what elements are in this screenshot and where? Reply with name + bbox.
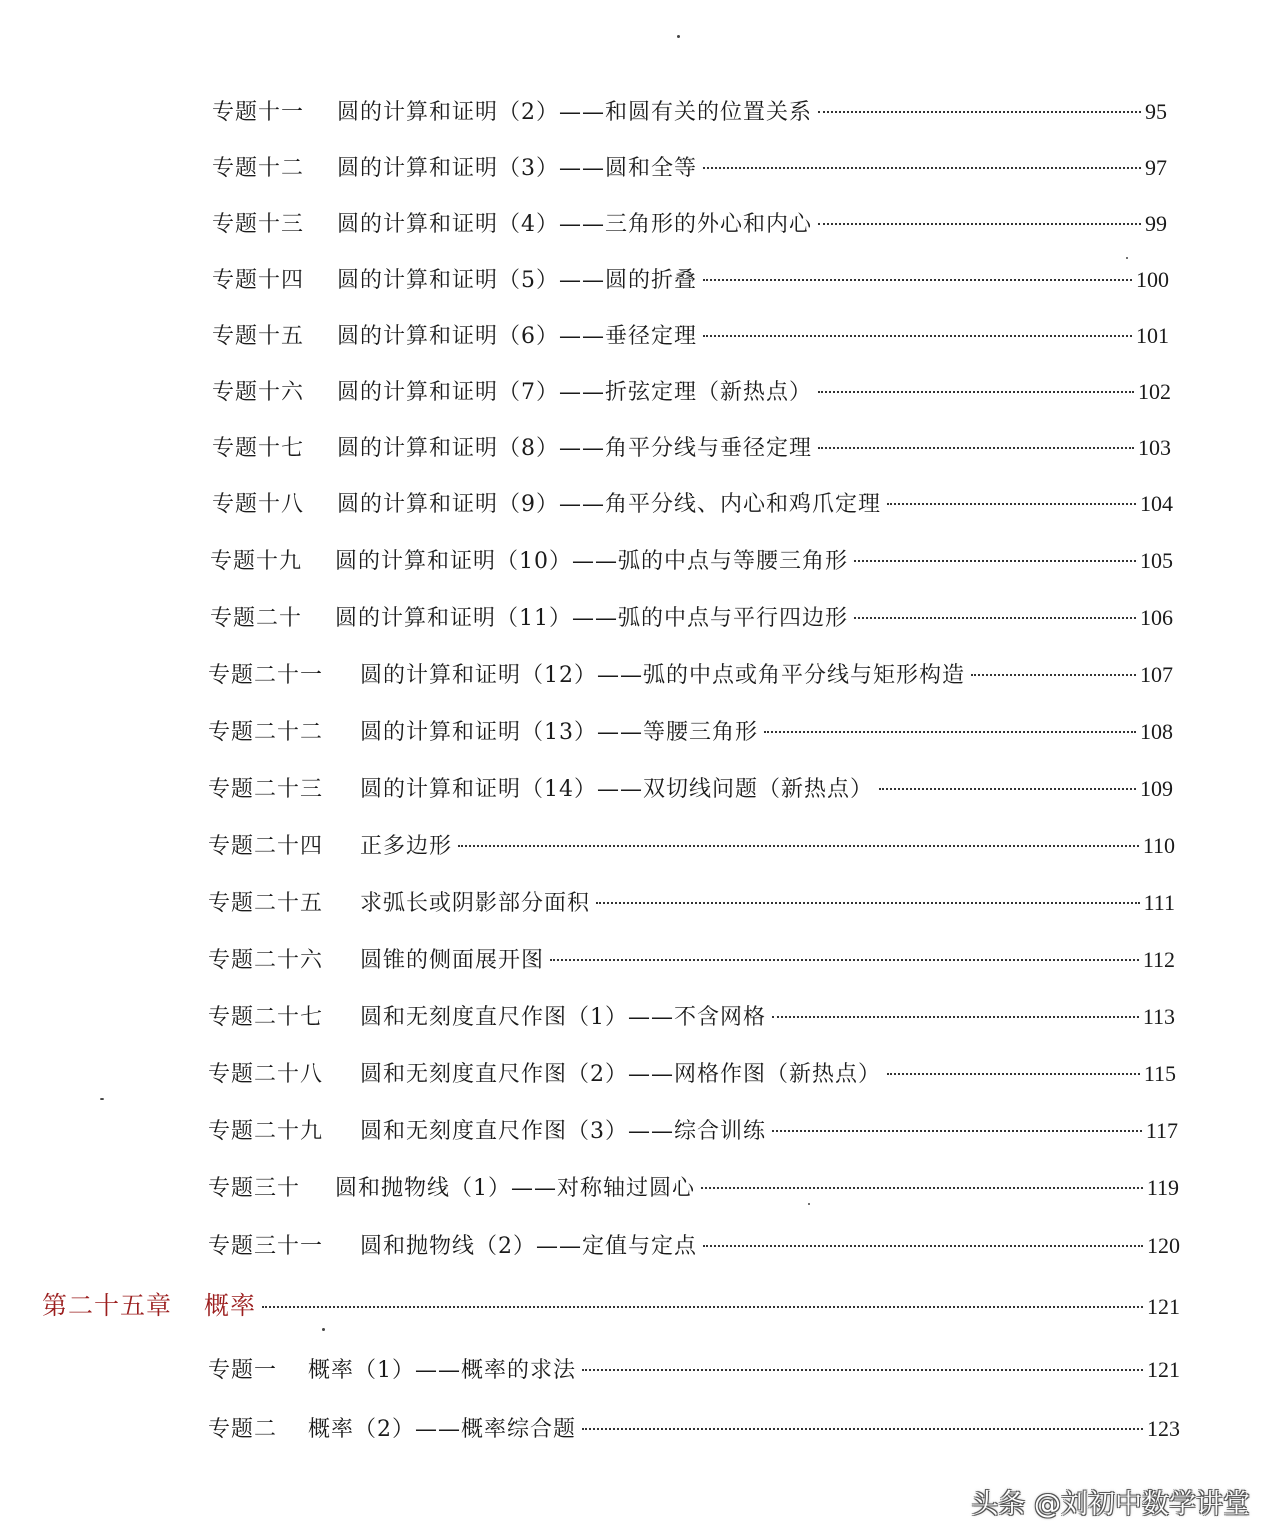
dot-leader: [596, 902, 1140, 904]
entry-page-number: 100: [1136, 267, 1169, 292]
entry-title: 圆的计算和证明（7）——折弦定理（新热点）: [337, 380, 812, 405]
dot-leader: [701, 1187, 1143, 1189]
entry-page-number: 110: [1142, 833, 1175, 858]
toc-entry: [208, 1116, 1178, 1147]
toc-entry: [212, 265, 1169, 296]
entry-page-number: 112: [1142, 947, 1175, 972]
entry-page-number: 117: [1145, 1118, 1178, 1143]
dot-leader: [772, 1016, 1139, 1018]
entry-title: 圆和无刻度直尺作图（1）——不含网格: [360, 1005, 766, 1030]
entry-title: 正多边形: [360, 834, 453, 859]
toc-entry: [208, 660, 1173, 691]
dot-leader: [818, 223, 1141, 225]
entry-page-number: 102: [1138, 379, 1171, 404]
watermark: 头条 @刘初中数学讲堂: [971, 1489, 1250, 1520]
entry-label: 专题三十一: [208, 1234, 324, 1259]
toc-entry: [210, 546, 1173, 577]
entry-title: 圆的计算和证明（3）——圆和全等: [337, 156, 697, 181]
dot-leader: [550, 959, 1139, 961]
toc-entry: [210, 603, 1173, 634]
toc-entry: [212, 321, 1169, 352]
dot-leader: [703, 279, 1132, 281]
entry-page-number: 108: [1140, 719, 1173, 744]
toc-entry: [208, 1059, 1176, 1090]
toc-entry: [208, 831, 1175, 862]
entry-page-number: 109: [1140, 776, 1173, 801]
entry-page-number: 113: [1142, 1004, 1175, 1029]
entry-title: 概率（2）——概率综合题: [308, 1417, 576, 1442]
toc-entry: [208, 1173, 1179, 1204]
toc-entry: [208, 717, 1173, 748]
entry-label: 专题二十二: [208, 720, 324, 745]
scan-speck: [322, 1328, 325, 1331]
entry-page-number: 115: [1143, 1061, 1176, 1086]
chapter-page-number: 121: [1147, 1294, 1180, 1319]
chapter-heading: [42, 1291, 1180, 1322]
entry-page-number: 123: [1147, 1416, 1180, 1441]
entry-label: 专题十八: [212, 492, 305, 517]
toc-entry: [208, 945, 1175, 976]
entry-label: 专题二十八: [208, 1062, 324, 1087]
entry-title: 圆和抛物线（1）——对称轴过圆心: [335, 1176, 695, 1201]
toc-entry: [208, 774, 1173, 805]
entry-title: 圆的计算和证明（9）——角平分线、内心和鸡爪定理: [337, 492, 881, 517]
entry-title: 圆的计算和证明（5）——圆的折叠: [337, 268, 697, 293]
entry-label: 专题十三: [212, 212, 305, 237]
entry-title: 圆的计算和证明（2）——和圆有关的位置关系: [337, 100, 812, 125]
entry-page-number: 104: [1140, 491, 1173, 516]
entry-title: 圆的计算和证明（12）——弧的中点或角平分线与矩形构造: [360, 663, 965, 688]
dot-leader: [703, 335, 1132, 337]
entry-page-number: 103: [1138, 435, 1171, 460]
chapter-title: 概率: [204, 1291, 257, 1320]
entry-page-number: 95: [1145, 99, 1167, 124]
entry-page-number: 99: [1145, 211, 1167, 236]
entry-title: 圆和无刻度直尺作图（2）——网格作图（新热点）: [360, 1062, 881, 1087]
entry-title: 圆的计算和证明（14）——双切线问题（新热点）: [360, 777, 873, 802]
entry-title: 概率（1）——概率的求法: [308, 1358, 576, 1383]
dot-leader: [458, 845, 1139, 847]
entry-title: 圆的计算和证明（13）——等腰三角形: [360, 720, 758, 745]
entry-label: 专题十九: [210, 549, 303, 574]
entry-page-number: 119: [1146, 1175, 1179, 1200]
toc-entry: [212, 153, 1167, 184]
entry-title: 圆和抛物线（2）——定值与定点: [360, 1234, 697, 1259]
entry-label: 专题二: [208, 1417, 278, 1442]
dot-leader: [818, 447, 1134, 449]
entry-title: 圆的计算和证明（4）——三角形的外心和内心: [337, 212, 812, 237]
entry-label: 专题二十七: [208, 1005, 324, 1030]
entry-page-number: 120: [1147, 1233, 1180, 1258]
scan-speck: [677, 35, 680, 38]
dot-leader: [582, 1428, 1143, 1430]
entry-title: 圆锥的侧面展开图: [360, 948, 545, 973]
dot-leader: [262, 1306, 1143, 1308]
entry-label: 专题二十四: [208, 834, 324, 859]
entry-label: 专题二十一: [208, 663, 324, 688]
entry-page-number: 105: [1140, 548, 1173, 573]
entry-label: 专题十七: [212, 436, 305, 461]
scan-speck: [808, 1203, 810, 1205]
dot-leader: [582, 1369, 1143, 1371]
dot-leader: [818, 391, 1134, 393]
dot-leader: [887, 503, 1136, 505]
entry-label: 专题三十: [208, 1176, 301, 1201]
scan-speck: [1126, 257, 1128, 259]
entry-title: 圆和无刻度直尺作图（3）——综合训练: [360, 1119, 766, 1144]
entry-label: 专题十四: [212, 268, 305, 293]
toc-entry: [212, 433, 1171, 464]
entry-page-number: 107: [1140, 662, 1173, 687]
toc-entry: [212, 377, 1171, 408]
entry-label: 专题十六: [212, 380, 305, 405]
entry-title: 求弧长或阴影部分面积: [360, 891, 591, 916]
entry-label: 专题一: [208, 1358, 278, 1383]
scan-speck: [100, 1098, 104, 1100]
dot-leader: [764, 731, 1136, 733]
entry-label: 专题十五: [212, 324, 305, 349]
entry-page-number: 111: [1143, 890, 1175, 915]
dot-leader: [703, 1245, 1143, 1247]
dot-leader: [887, 1073, 1140, 1075]
entry-label: 专题二十六: [208, 948, 324, 973]
entry-label: 专题二十五: [208, 891, 324, 916]
toc-entry: [208, 888, 1175, 919]
toc-entry: [212, 489, 1173, 520]
entry-title: 圆的计算和证明（10）——弧的中点与等腰三角形: [335, 549, 848, 574]
dot-leader: [854, 617, 1136, 619]
entry-label: 专题二十三: [208, 777, 324, 802]
toc-entry: [212, 97, 1167, 128]
dot-leader: [818, 111, 1141, 113]
entry-label: 专题二十: [210, 606, 303, 631]
toc-entry: [208, 1414, 1180, 1445]
entry-page-number: 106: [1140, 605, 1173, 630]
dot-leader: [971, 674, 1136, 676]
dot-leader: [879, 788, 1136, 790]
dot-leader: [772, 1130, 1142, 1132]
toc-entry: [208, 1002, 1175, 1033]
entry-label: 专题二十九: [208, 1119, 324, 1144]
dot-leader: [703, 167, 1141, 169]
chapter-label: 第二十五章: [42, 1291, 173, 1320]
toc-entry: [212, 209, 1167, 240]
toc-entry: [208, 1231, 1180, 1262]
toc-entry: [208, 1355, 1180, 1386]
entry-title: 圆的计算和证明（6）——垂径定理: [337, 324, 697, 349]
entry-title: 圆的计算和证明（8）——角平分线与垂径定理: [337, 436, 812, 461]
entry-page-number: 121: [1147, 1357, 1180, 1382]
entry-label: 专题十二: [212, 156, 305, 181]
entry-page-number: 101: [1136, 323, 1169, 348]
entry-label: 专题十一: [212, 100, 305, 125]
entry-page-number: 97: [1145, 155, 1167, 180]
entry-title: 圆的计算和证明（11）——弧的中点与平行四边形: [335, 606, 848, 631]
dot-leader: [854, 560, 1136, 562]
